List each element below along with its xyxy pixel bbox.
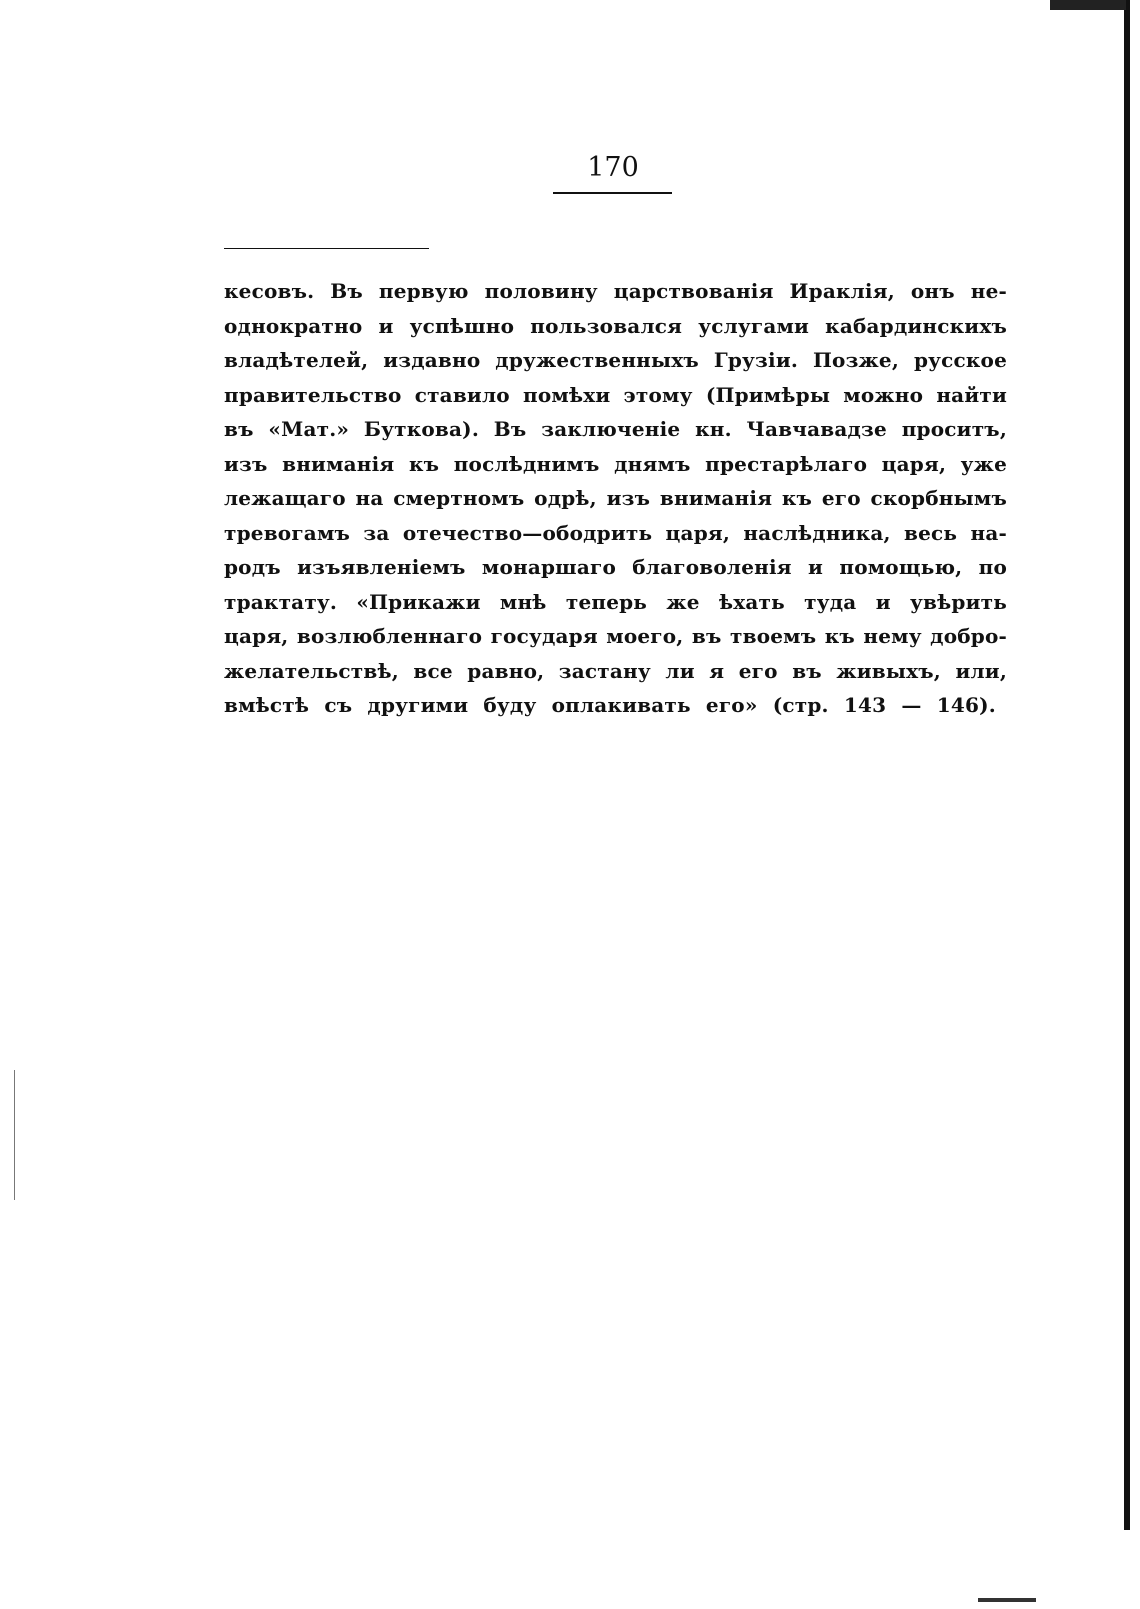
- footnote-line: изъ вниманія къ послѣднимъ днямъ престарѣлаго царя, уже: [224, 451, 1007, 476]
- binding-top-mark: [1050, 0, 1126, 10]
- footnote-line: тревогамъ за отечество—ободрить царя, наслѣдника, весь на-: [224, 520, 1007, 545]
- footnote-line: въ «Мат.» Буткова). Въ заключеніе кн. Чавчавадзе проситъ,: [224, 417, 1007, 441]
- bottom-smudge: [978, 1598, 1036, 1602]
- page-number-underline: [553, 192, 672, 194]
- page-number: 170: [587, 152, 639, 183]
- footnote-line: лежащаго на смертномъ одрѣ, изъ вниманія къ его скорбнымъ: [224, 486, 1007, 510]
- footnote-line: царя, возлюбленнаго государя моего, въ твоемъ къ нему добро-: [224, 624, 1007, 648]
- footnote-line: желательствѣ, все равно, застану ли я его въ живыхъ, или,: [224, 658, 1007, 683]
- footnote-separator: [224, 248, 429, 249]
- binding-edge: [1124, 0, 1130, 1530]
- footnote-line: правительство ставило помѣхи этому (Примѣры можно найти: [224, 382, 1007, 407]
- footnote-line: однократно и успѣшно пользовался услугами кабардинскихъ: [224, 313, 1007, 338]
- footnote-line: владѣтелей, издавно дружественныхъ Грузіи. Позже, русское: [224, 348, 1007, 372]
- left-margin-mark: [14, 1070, 15, 1200]
- footnote-line: кесовъ. Въ первую половину царствованія Ираклія, онъ не-: [224, 279, 1007, 303]
- footnote-line: трактату. «Прикажи мнѣ теперь же ѣхать туда и увѣрить: [224, 589, 1007, 614]
- footnote-line: родъ изъявленіемъ монаршаго благоволенія и помощью, по: [224, 555, 1007, 579]
- footnote-text: [224, 274, 1007, 723]
- footnote-line: вмѣстѣ съ другими буду оплакивать его» (стр. 143 — 146).: [224, 693, 996, 717]
